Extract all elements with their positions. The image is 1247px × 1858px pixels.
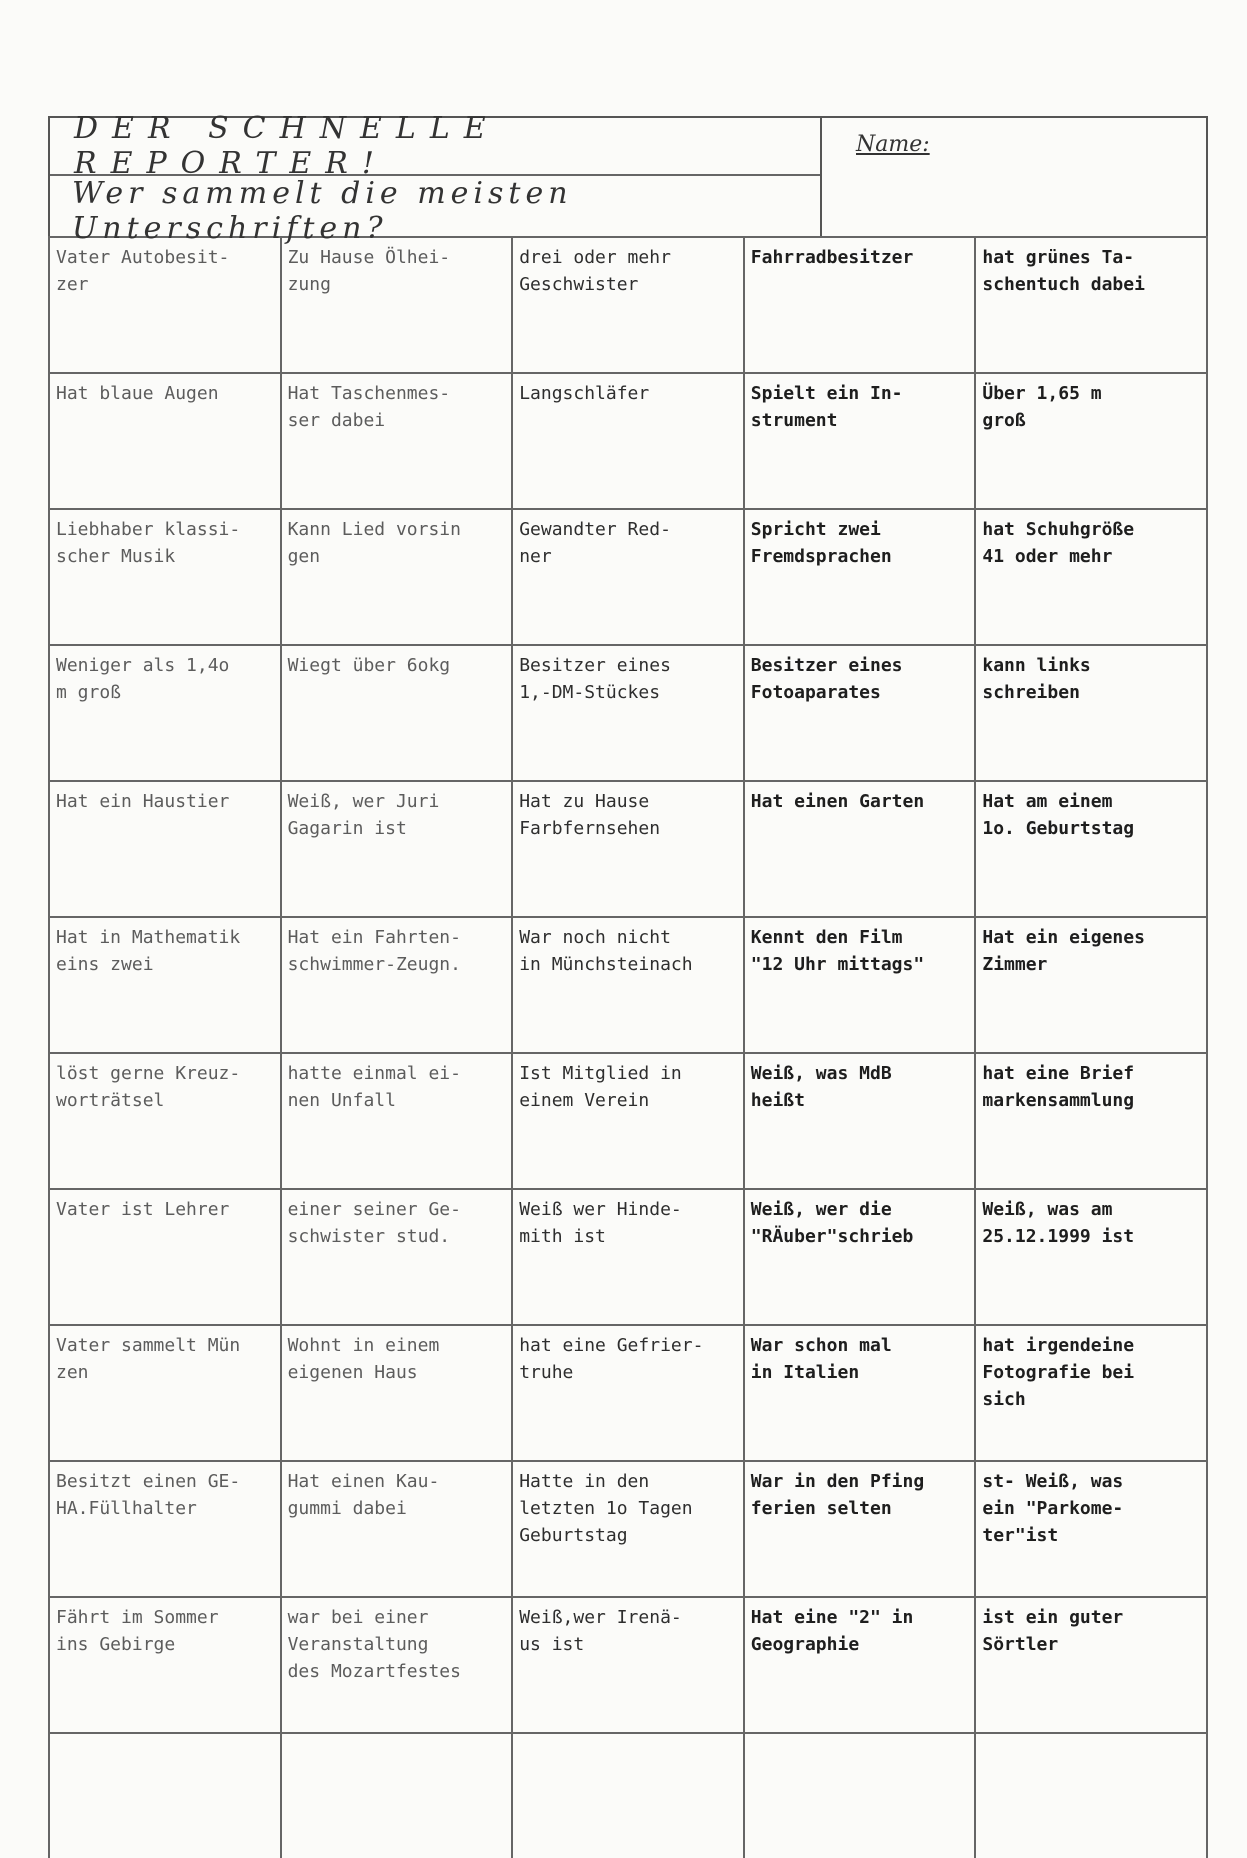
grid-cell[interactable]: Besitzer eines Fotoaparates <box>744 645 976 781</box>
grid-cell[interactable]: Wohnt in einem eigenen Haus <box>281 1325 513 1461</box>
grid-cell[interactable]: hatte einmal ei- nen Unfall <box>281 1053 513 1189</box>
grid-cell[interactable]: Hat eine "2" in Geographie <box>744 1597 976 1733</box>
grid-cell[interactable]: war bei einer Veranstaltung des Mozartfestes <box>281 1597 513 1733</box>
signature-grid <box>48 236 1208 1858</box>
worksheet-header <box>48 111 1208 246</box>
grid-cell[interactable]: Weniger als 1,4o m groß <box>49 645 281 781</box>
grid-cell-empty[interactable] <box>281 1733 513 1858</box>
grid-cell[interactable]: Hatte in den letzten 1o Tagen Geburtstag <box>512 1461 744 1597</box>
grid-cell[interactable]: Hat Taschenmes- ser dabei <box>281 373 513 509</box>
grid-cell[interactable]: hat irgendeine Fotografie bei sich <box>975 1325 1207 1461</box>
grid-cell[interactable]: kann links schreiben <box>975 645 1207 781</box>
grid-cell[interactable]: Hat blaue Augen <box>49 373 281 509</box>
grid-cell[interactable]: Hat ein Fahrten- schwimmer-Zeugn. <box>281 917 513 1053</box>
grid-cell[interactable]: Weiß, was MdB heißt <box>744 1053 976 1189</box>
grid-cell[interactable]: Hat einen Garten <box>744 781 976 917</box>
grid-cell[interactable]: War noch nicht in Münchsteinach <box>512 917 744 1053</box>
grid-cell[interactable]: hat grünes Ta- schentuch dabei <box>975 237 1207 373</box>
grid-cell[interactable]: drei oder mehr Geschwister <box>512 237 744 373</box>
grid-cell[interactable]: ist ein guter Sörtler <box>975 1597 1207 1733</box>
grid-cell[interactable]: Besitzt einen GE- HA.Füllhalter <box>49 1461 281 1597</box>
grid-row <box>49 645 1207 781</box>
grid-cell[interactable]: Weiß, was am 25.12.1999 ist <box>975 1189 1207 1325</box>
grid-cell[interactable]: Zu Hause Ölhei- zung <box>281 237 513 373</box>
grid-cell[interactable]: Kennt den Film "12 Uhr mittags" <box>744 917 976 1053</box>
name-label: Name: <box>856 132 930 157</box>
grid-cell[interactable]: einer seiner Ge- schwister stud. <box>281 1189 513 1325</box>
grid-row <box>49 1461 1207 1597</box>
grid-cell[interactable]: Weiß, wer Juri Gagarin ist <box>281 781 513 917</box>
grid-cell[interactable]: Vater sammelt Mün zen <box>49 1325 281 1461</box>
grid-cell[interactable]: Fährt im Sommer ins Gebirge <box>49 1597 281 1733</box>
grid-cell[interactable]: Spielt ein In- strument <box>744 373 976 509</box>
grid-row <box>49 237 1207 373</box>
grid-cell[interactable]: hat Schuhgröße 41 oder mehr <box>975 509 1207 645</box>
grid-cell[interactable]: hat eine Brief markensammlung <box>975 1053 1207 1189</box>
grid-cell[interactable]: Hat ein eigenes Zimmer <box>975 917 1207 1053</box>
grid-cell[interactable]: löst gerne Kreuz- worträtsel <box>49 1053 281 1189</box>
grid-cell[interactable]: Wiegt über 6okg <box>281 645 513 781</box>
worksheet-subtitle: Wer sammelt die meisten Unterschriften? <box>72 176 573 246</box>
grid-cell[interactable]: Hat ein Haustier <box>49 781 281 917</box>
grid-cell[interactable]: War schon mal in Italien <box>744 1325 976 1461</box>
grid-cell[interactable]: Weiß wer Hinde- mith ist <box>512 1189 744 1325</box>
grid-cell[interactable]: st- Weiß, was ein "Parkome- ter"ist <box>975 1461 1207 1597</box>
grid-cell[interactable]: War in den Pfing ferien selten <box>744 1461 976 1597</box>
grid-cell[interactable]: Ist Mitglied in einem Verein <box>512 1053 744 1189</box>
grid-cell[interactable]: Hat am einem 1o. Geburtstag <box>975 781 1207 917</box>
grid-row <box>49 1597 1207 1733</box>
grid-row <box>49 373 1207 509</box>
grid-cell[interactable]: Vater ist Lehrer <box>49 1189 281 1325</box>
grid-row <box>49 1053 1207 1189</box>
grid-row <box>49 781 1207 917</box>
grid-cell[interactable]: Fahrradbesitzer <box>744 237 976 373</box>
grid-cell-empty[interactable] <box>512 1733 744 1858</box>
grid-cell[interactable]: Hat zu Hause Farbfernsehen <box>512 781 744 917</box>
grid-cell[interactable]: Liebhaber klassi- scher Musik <box>49 509 281 645</box>
grid-cell-empty[interactable] <box>744 1733 976 1858</box>
grid-cell[interactable]: hat eine Gefrier- truhe <box>512 1325 744 1461</box>
grid-row <box>49 1325 1207 1461</box>
grid-cell[interactable]: Besitzer eines 1,-DM-Stückes <box>512 645 744 781</box>
grid-row <box>49 917 1207 1053</box>
grid-cell[interactable]: Langschläfer <box>512 373 744 509</box>
grid-cell[interactable]: Hat einen Kau- gummi dabei <box>281 1461 513 1597</box>
grid-cell[interactable]: Hat in Mathematik eins zwei <box>49 917 281 1053</box>
grid-cell[interactable]: Kann Lied vorsin gen <box>281 509 513 645</box>
grid-cell[interactable]: Vater Autobesit- zer <box>49 237 281 373</box>
grid-row <box>49 1189 1207 1325</box>
grid-cell[interactable]: Gewandter Red- ner <box>512 509 744 645</box>
grid-row-empty <box>49 1733 1207 1858</box>
grid-cell-empty[interactable] <box>49 1733 281 1858</box>
title-block <box>50 111 822 246</box>
grid-cell[interactable]: Weiß,wer Irenä- us ist <box>512 1597 744 1733</box>
grid-cell[interactable]: Über 1,65 m groß <box>975 373 1207 509</box>
grid-cell[interactable]: Spricht zwei Fremdsprachen <box>744 509 976 645</box>
grid-cell[interactable]: Weiß, wer die "RÄuber"schrieb <box>744 1189 976 1325</box>
worksheet <box>48 111 1208 1858</box>
grid-cell-empty[interactable] <box>975 1733 1207 1858</box>
name-field[interactable] <box>822 118 1206 236</box>
grid-row <box>49 509 1207 645</box>
worksheet-title: DER SCHNELLE REPORTER! <box>50 118 820 176</box>
